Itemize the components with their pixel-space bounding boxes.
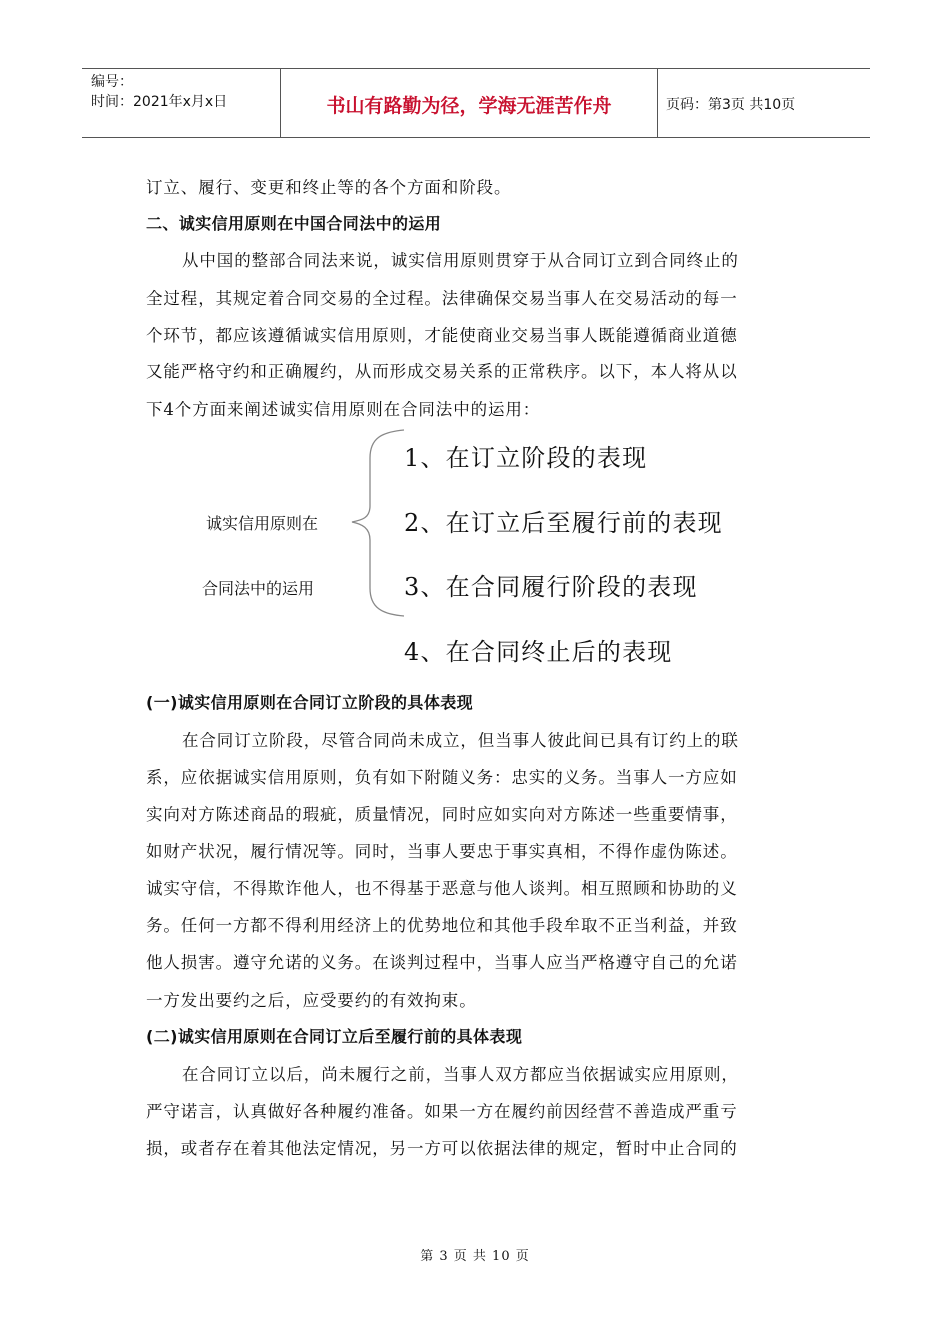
body-line: 又能严格守约和正确履约，从而形成交易关系的正常秩序。以下，本人将从以 — [146, 362, 738, 381]
body-line: 诚实守信，不得欺诈他人，也不得基于恶意与他人谈判。相互照顾和协助的义 — [146, 879, 738, 898]
diagram-root-line2: 合同法中的运用 — [202, 579, 315, 598]
subsection-heading-1: (一)诚实信用原则在合同订立阶段的具体表现 — [146, 693, 474, 712]
body-line: 他人损害。遵守允诺的义务。在谈判过程中，当事人应当严格遵守自己的允诺 — [146, 953, 738, 972]
body-line: 在合同订立阶段，尽管合同尚未成立，但当事人彼此间已具有订约上的联 — [182, 731, 739, 750]
subsection-heading-2: (二)诚实信用原则在合同订立后至履行前的具体表现 — [146, 1027, 523, 1046]
diagram-item-2: 2、在订立后至履行前的表现 — [404, 509, 723, 537]
header-page-cell — [658, 69, 870, 137]
body-line: 损，或者存在着其他法定情况，另一方可以依据法律的规定，暂时中止合同的 — [146, 1139, 738, 1158]
header-motto-cell — [281, 69, 658, 137]
body-line: 严守诺言，认真做好各种履约准备。如果一方在履约前因经营不善造成严重亏 — [146, 1102, 738, 1121]
page-header — [82, 68, 870, 138]
body-line: 从中国的整部合同法来说，诚实信用原则贯穿于从合同订立到合同终止的 — [182, 251, 739, 270]
header-page-info: 页码：第3页 共10页 — [666, 97, 796, 113]
body-line: 一方发出要约之后，应受要约的有效拘束。 — [146, 991, 477, 1010]
diagram-item-1: 1、在订立阶段的表现 — [404, 444, 648, 472]
diagram-root-line1: 诚实信用原则在 — [206, 514, 319, 533]
header-meta-cell — [82, 69, 281, 137]
page-footer: 第 3 页 共 10 页 — [420, 1249, 530, 1264]
diagram-item-3: 3、在合同履行阶段的表现 — [404, 573, 698, 601]
body-line: 务。任何一方都不得利用经济上的优势地位和其他手段牟取不正当利益，并致 — [146, 916, 738, 935]
body-line: 如财产状况，履行情况等。同时，当事人要忠于事实真相，不得作虚伪陈述。 — [146, 842, 738, 861]
document-time: 时间：2021年x月x日 — [91, 94, 228, 110]
body-line: 订立、履行、变更和终止等的各个方面和阶段。 — [146, 178, 512, 197]
header-motto: 书山有路勤为径，学海无涯苦作舟 — [326, 95, 612, 117]
body-line: 实向对方陈述商品的瑕疵，质量情况，同时应如实向对方陈述一些重要情事， — [146, 805, 738, 824]
curly-brace-icon — [340, 428, 410, 618]
body-line: 系，应依据诚实信用原则，负有如下附随义务：忠实的义务。当事人一方应如 — [146, 768, 738, 787]
body-line: 下4个方面来阐述诚实信用原则在合同法中的运用： — [146, 400, 541, 419]
body-line: 全过程，其规定着合同交易的全过程。法律确保交易当事人在交易活动的每一 — [146, 289, 738, 308]
body-line: 个环节，都应该遵循诚实信用原则，才能使商业交易当事人既能遵循商业道德 — [146, 326, 738, 345]
document-number-label: 编号： — [91, 74, 133, 90]
diagram-item-4: 4、在合同终止后的表现 — [404, 638, 673, 666]
body-line: 在合同订立以后，尚未履行之前，当事人双方都应当依据诚实应用原则， — [182, 1065, 739, 1084]
section-heading-2: 二、诚实信用原则在中国合同法中的运用 — [146, 214, 442, 233]
